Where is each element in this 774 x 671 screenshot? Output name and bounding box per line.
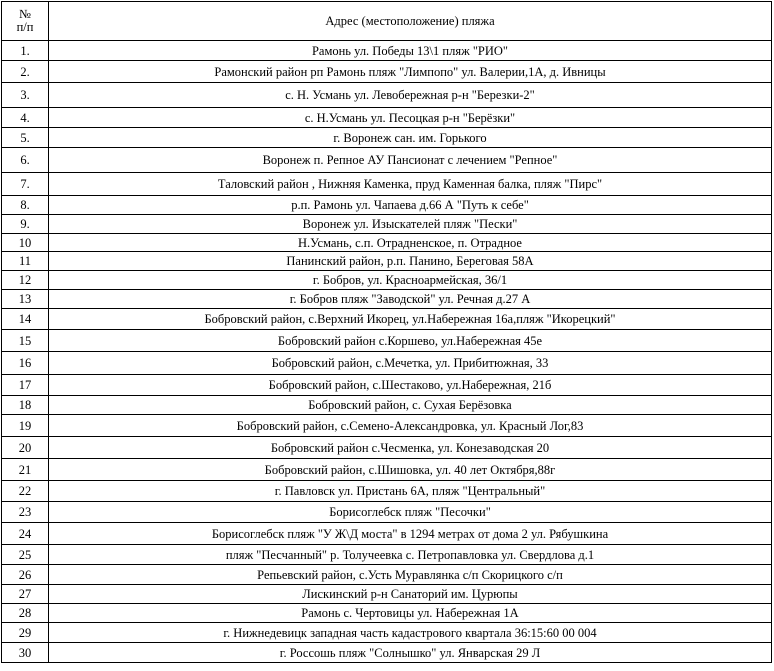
row-number: 15	[2, 330, 49, 352]
beaches-table	[1, 1, 772, 663]
row-address: с. Н.Усмань ул. Песоцкая р-н "Берёзки"	[49, 108, 772, 128]
table-row	[2, 252, 772, 271]
table-row	[2, 330, 772, 352]
row-number: 8.	[2, 196, 49, 215]
row-number: 23	[2, 502, 49, 523]
header-number	[2, 2, 49, 41]
row-number: 28	[2, 604, 49, 623]
table-row	[2, 108, 772, 128]
table-header	[2, 2, 772, 41]
row-address: г. Бобров, ул. Красноармейская, 36/1	[49, 271, 772, 290]
row-number: 29	[2, 623, 49, 643]
row-number: 5.	[2, 128, 49, 148]
row-address: Таловский район , Нижняя Каменка, пруд Каменная балка, пляж "Пирс"	[49, 173, 772, 196]
row-address: Бобровский район, с.Шестаково, ул.Набережная, 21б	[49, 375, 772, 396]
row-address: р.п. Рамонь ул. Чапаева д.66 А "Путь к себе"	[49, 196, 772, 215]
row-number: 10	[2, 234, 49, 252]
row-address: Воронеж п. Репное АУ Пансионат с лечением "Репное"	[49, 148, 772, 173]
table-row	[2, 271, 772, 290]
table-row	[2, 437, 772, 459]
row-address: Бобровский район, с.Верхний Икорец, ул.Набережная 16а,пляж "Икорецкий"	[49, 309, 772, 330]
table-row	[2, 173, 772, 196]
table-row	[2, 375, 772, 396]
table-row	[2, 481, 772, 502]
row-address: Рамонский район рп Рамонь пляж "Лимпопо" ул. Валерии,1А, д. Ивницы	[49, 61, 772, 83]
table-row	[2, 41, 772, 61]
table-row	[2, 234, 772, 252]
row-address: г. Нижнедевицк западная часть кадастрового квартала 36:15:60 00 004	[49, 623, 772, 643]
table-row	[2, 352, 772, 375]
row-address: Бобровский район, с.Семено-Александровка, ул. Красный Лог,83	[49, 415, 772, 437]
row-number: 25	[2, 545, 49, 565]
header-number-line2: п/п	[16, 20, 34, 34]
row-number: 1.	[2, 41, 49, 61]
row-number: 27	[2, 585, 49, 604]
row-address: Лискинский р-н Санаторий им. Цурюпы	[49, 585, 772, 604]
table-row	[2, 502, 772, 523]
table-row	[2, 309, 772, 330]
table-row	[2, 459, 772, 481]
table-row	[2, 415, 772, 437]
row-number: 2.	[2, 61, 49, 83]
row-number: 18	[2, 396, 49, 415]
row-number: 20	[2, 437, 49, 459]
row-address: Рамонь ул. Победы 13\1 пляж "РИО"	[49, 41, 772, 61]
row-address: Бобровский район с.Коршево, ул.Набережная 45е	[49, 330, 772, 352]
row-address: пляж "Песчанный" р. Толучеевка с. Петропавловка ул. Свердлова д.1	[49, 545, 772, 565]
row-address: Бобровский район с.Чесменка, ул. Конезаводская 20	[49, 437, 772, 459]
row-address: Репьевский район, с.Усть Муравлянка с/п Скорицкого с/п	[49, 565, 772, 585]
row-number: 11	[2, 252, 49, 271]
table-row	[2, 196, 772, 215]
row-number: 24	[2, 523, 49, 545]
row-number: 12	[2, 271, 49, 290]
table-row	[2, 215, 772, 234]
row-address: Борисоглебск пляж "Песочки"	[49, 502, 772, 523]
header-address: Адрес (местоположение) пляжа	[49, 2, 772, 41]
table-row	[2, 61, 772, 83]
row-address: Рамонь с. Чертовицы ул. Набережная 1А	[49, 604, 772, 623]
table-row	[2, 523, 772, 545]
header-row	[2, 2, 772, 41]
table-row	[2, 565, 772, 585]
table-body	[2, 41, 772, 663]
row-number: 9.	[2, 215, 49, 234]
row-address: Панинский район, р.п. Панино, Береговая 58А	[49, 252, 772, 271]
row-number: 3.	[2, 83, 49, 108]
table-row	[2, 545, 772, 565]
header-number-line1: №	[19, 7, 31, 21]
table-row	[2, 148, 772, 173]
row-number: 17	[2, 375, 49, 396]
row-address: Бобровский район, с.Шишовка, ул. 40 лет Октября,88г	[49, 459, 772, 481]
row-address: Бобровский район, с.Мечетка, ул. Прибитюжная, 33	[49, 352, 772, 375]
row-number: 14	[2, 309, 49, 330]
row-number: 4.	[2, 108, 49, 128]
row-number: 16	[2, 352, 49, 375]
row-address: Н.Усмань, с.п. Отрадненское, п. Отрадное	[49, 234, 772, 252]
row-address: г. Воронеж сан. им. Горького	[49, 128, 772, 148]
row-number: 21	[2, 459, 49, 481]
row-number: 6.	[2, 148, 49, 173]
table-row	[2, 128, 772, 148]
table-row	[2, 623, 772, 643]
row-number: 7.	[2, 173, 49, 196]
row-address: г. Бобров пляж "Заводской" ул. Речная д.27 А	[49, 290, 772, 309]
row-number: 26	[2, 565, 49, 585]
row-number: 30	[2, 643, 49, 663]
row-address: Борисоглебск пляж "У Ж\Д моста" в 1294 метрах от дома 2 ул. Рябушкина	[49, 523, 772, 545]
row-number: 19	[2, 415, 49, 437]
table-row	[2, 585, 772, 604]
row-number: 22	[2, 481, 49, 502]
row-address: г. Россошь пляж "Солнышко" ул. Январская 29 Л	[49, 643, 772, 663]
table-row	[2, 83, 772, 108]
row-address: Воронеж ул. Изыскателей пляж "Пески"	[49, 215, 772, 234]
row-number: 13	[2, 290, 49, 309]
row-address: г. Павловск ул. Пристань 6А, пляж "Центральный"	[49, 481, 772, 502]
table-row	[2, 604, 772, 623]
table-row	[2, 643, 772, 663]
row-address: Бобровский район, с. Сухая Берёзовка	[49, 396, 772, 415]
table-row	[2, 396, 772, 415]
row-address: с. Н. Усмань ул. Левобережная р-н "Березки-2"	[49, 83, 772, 108]
table-row	[2, 290, 772, 309]
